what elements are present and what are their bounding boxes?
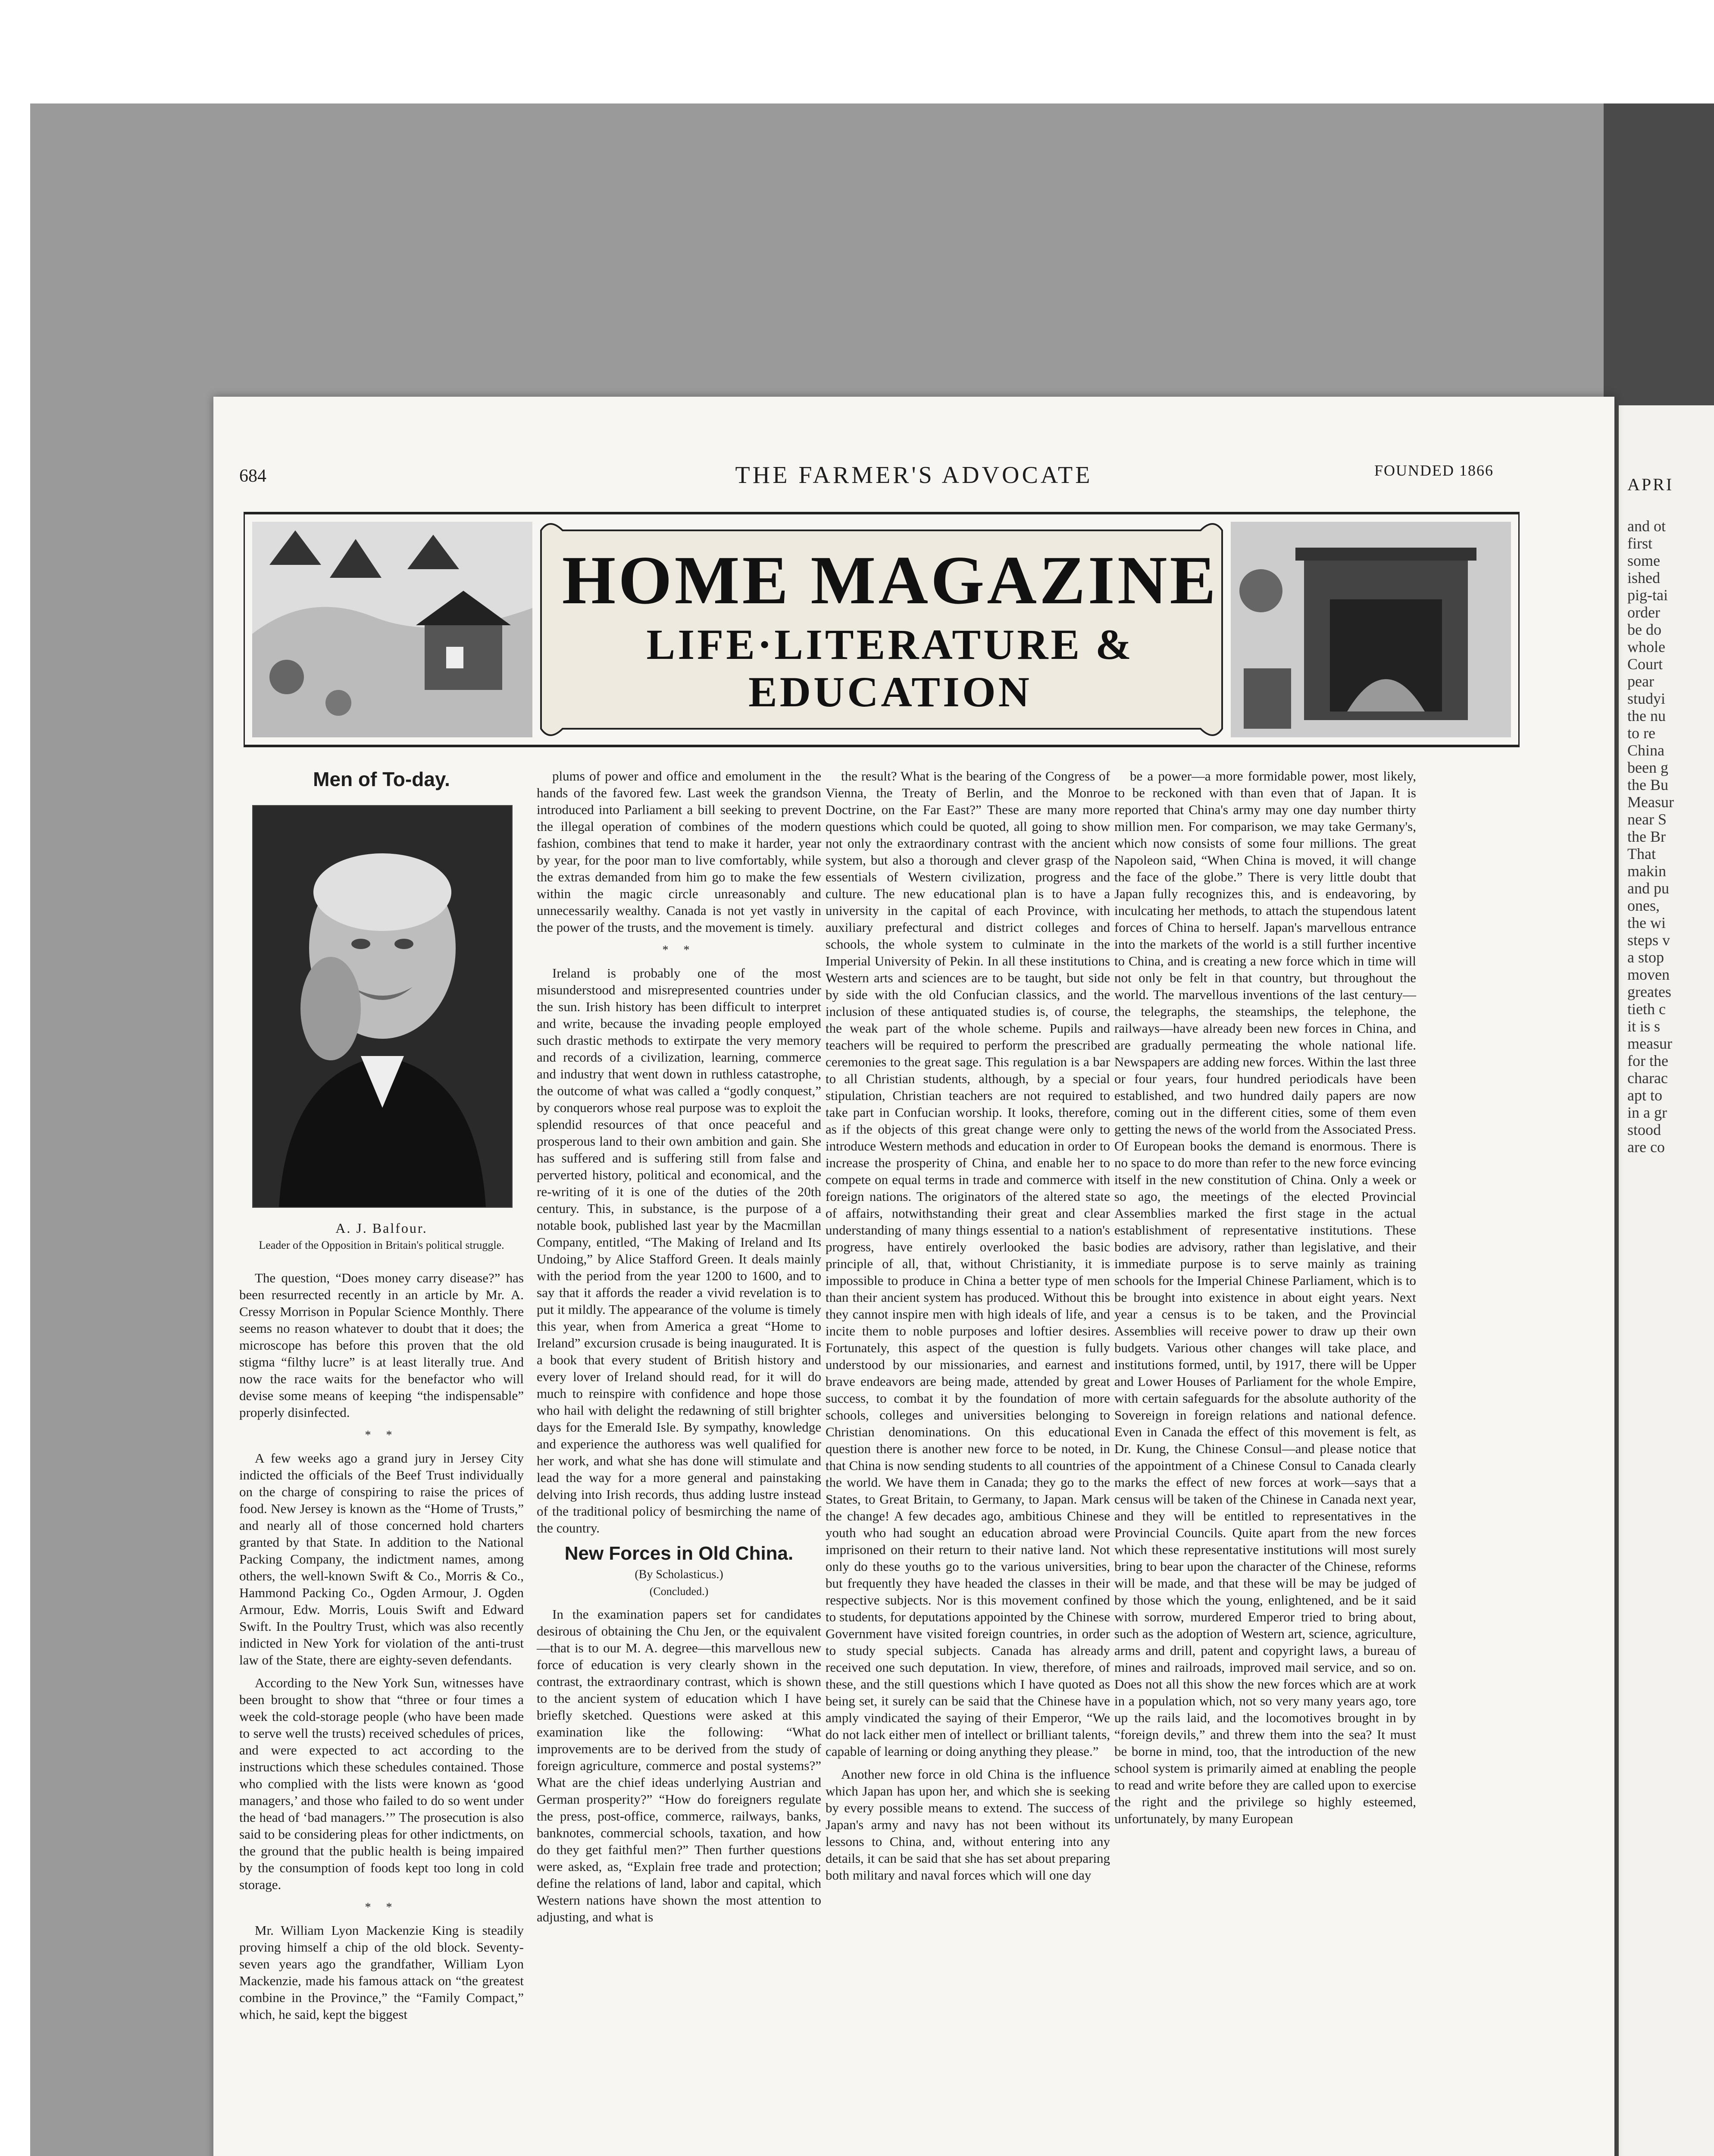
article-byline: (By Scholasticus.) xyxy=(635,1568,723,1581)
paragraph: According to the New York Sun, witnesses have been brought to show that “three or four times a week the cold-storage people (who have been made to serve well the trusts) received schedules of prices, and were expected to act according to the instructions which these schedules contained. Those who complied with the lists were known as ‘good managers,’ and those who failed to do so went under the head of ‘bad managers.’” The prosecution is also said to be considering pleas for other indictments, on the ground that the public health is being impaired by the consumption of foods kept too long in cold storage. xyxy=(239,1675,524,1892)
banner-title: HOME MAGAZINE xyxy=(562,542,1219,618)
article-continued-note: (Concluded.) xyxy=(649,1585,709,1598)
paragraph: In the examination papers set for candidates desirous of obtaining the Chu Jen, or the equivalent—that is to our M. A. degree—this marvellous new force of education is very clearly shown in the contrast, the extraordinary contrast, which is shown to the ancient system of education which I have briefly sketched. Questions were asked at this examination like the following: “What improvements are to be derived from the study of foreign agriculture, commerce and postal systems?” What are the chief ideas underlying Austrian and German prosperity?” “How do foreigners regulate the press, post-office, commerce, railways, banks, banknotes, commercial schools, taxation, and how do they get faithful men?” Then further questions were asked, as, “Explain free trade and protection; define the relations of land, labor and capital, which Western nations have shown the most attention to adjusting, and what is xyxy=(537,1607,821,1924)
adjacent-page xyxy=(1619,405,1714,2156)
home-magazine-banner xyxy=(244,505,1520,755)
section-divider: * * xyxy=(365,1429,398,1442)
paragraph: plums of power and office and emolument in the hands of the favored few. Last week the grandson introduced into Parliament a bill seeking to prevent the illegal operation of combines of the modern fashion, combines that tend to make it harder, year by year, for the poor man to live comfortably, while the extras demanded from him go to make the few within the magic circle unreasonably and unnecessarily wealthy. Canada is not yet vastly in the power of the trusts, and the movement is timely. xyxy=(537,768,821,935)
column-1 xyxy=(239,768,524,2029)
banner-subtitle-line2: EDUCATION xyxy=(748,668,1032,716)
film-top-margin xyxy=(0,0,1714,103)
portrait-photo xyxy=(252,805,513,1208)
adjacent-page-text: and ot first some ished pig-tai order be do whole Court pear studyi the nu to re China been g the Bu Measur near S the Br That makin and pu ones, the wi steps v a stop moven greates tieth c it is s measur for the charac apt to in a gr stood are co xyxy=(1627,517,1674,1156)
banner-subtitle-line1: LIFE·LITERATURE & xyxy=(646,620,1134,668)
section-heading-men-of-today: Men of To-day. xyxy=(313,768,450,790)
page-number: 684 xyxy=(239,466,266,486)
adjacent-page-header: APRI xyxy=(1627,475,1674,494)
portrait-caption-name: A. J. Balfour. xyxy=(335,1220,428,1236)
portrait-caption-description: Leader of the Opposition in Britain's political struggle. xyxy=(259,1239,504,1251)
founded-note: FOUNDED 1866 xyxy=(1374,462,1494,479)
paragraph: Ireland is probably one of the most misunderstood and misrepresented countries under the sun. Irish history has been difficult to interpret and write, because the invading people employed such drastic methods to extirpate the very memory and records of a civilization, learning, commerce and industry that went down in ruthless catastrophe, the outcome of what was called a “godly conquest,” by conquerors whose real purpose was to exploit the splendid resources of that once peaceful and prosperous land to their own ambition and gain. She has suffered and is suffering still from false and perverted history, political and economical, and the re-writing of it is one of the duties of the 20th century. This, in substance, is the purpose of a notable book, published last year by the Macmillan Company, entitled, “The Making of Ireland and Its Undoing,” by Alice Stafford Green. It deals mainly with the period from the year 1200 to 1600, and to say that it affords the reader a vivid revelation is to put it mildly. The appearance of the volume is timely this year, when from America a great “Home to Ireland” excursion crusade is being inaugurated. It is a book that every student of British history and every lover of Ireland should read, for it will do much to reinspire with confidence and hope those who hail with delight the redawning of still brighter days for the Emerald Isle. By sympathy, knowledge and experience the authoress was well qualified for her work, and what she has done will stimulate and lead the way for a more general and painstaking delving into Irish records, thus adding lustre instead of the traditional policy of besmirching the name of the country. xyxy=(537,965,821,1536)
paragraph: the result? What is the bearing of the Congress of Vienna, the Treaty of Berlin, and the Monroe Doctrine, on the Far East?” These are many more questions which could be quoted, all going to show not only the extraordinary contrast with the ancient system, but also a thorough and clever grasp of the essentials of Western civilization, progress and culture. The new educational plan is to have a university in the capital of each Province, with auxiliary prefectural and district colleges and schools, the whole system to culminate in the Imperial University of Pekin. In all these institutions Western arts and sciences are to be taught, but side by side with the old Confucian classics, and the inclusion of these antiquated studies is, of course, the weak part of the whole scheme. Pupils and teachers will be required to perform the prescribed ceremonies to the great sage. This regulation is a bar to all Christian students, although, by a special stipulation, Christian teachers are not required to take part in Confucian worship. It looks, therefore, as if the objects of this great change were only to introduce Western methods and education in order to increase the prosperity of China, and enable her to compete on equal terms in trade and commerce with foreign nations. The originators of the altered state of affairs, notwithstanding their great and clear understanding of many things essential to a nation's progress, have entirely overlooked the basic principle of all, that, without Christianity, it is impossible to produce in China a better type of men than their ancient system has produced. Without this they cannot inspire men with high ideals of life, and incite them to noble purposes and loftier desires. Fortunately, this aspect of the question is fully understood by our missionaries, and earnest and brave endeavors are being made, attended by great success, to combat it by the foundation of more schools, colleges and universities belonging to Christian denominations. On this educational question there is another new force to be noted, in that China is now sending students to all countries of the world. We have them in Canada; they go to the States, to Great Britain, to Germany, to Japan. Mark the change! A few decades ago, ambitious Chinese youth who had sought an education abroad were imprisoned on their return to their native land. Not only do these youths go to the various universities, but frequently they have headed the classes in their respective subjects. Nor is this movement confined to students, for deputations appointed by the Chinese Government have visited foreign countries, in order to study special subjects. Canada has already received one such deputation. In view, therefore, of these, and the still questions which I have quoted as being set, it surely can be said that the Chinese have amply vindicated the saying of their Emperor, “We do not lack either men of intellect or brilliant talents, capable of learning or doing anything they please.” xyxy=(826,768,1110,1759)
portrait-illustration xyxy=(253,806,512,1207)
section-divider: * * xyxy=(662,943,696,957)
paragraph: The question, “Does money carry disease?” has been resurrected recently in an article by Mr. A. Cressy Morrison in Popular Science Monthly. There seems no reason whatever to doubt that it does; the microscope has before this proven that the old stigma “filthy lucre” is at least literally true. And now the race waits for the benefactor who will devise some means of keeping “the indispensable” properly disinfected. xyxy=(239,1270,524,1420)
paragraph: Another new force in old China is the influence which Japan has upon her, and which she is seeking by every possible means to extend. The success of Japan's army and navy has not been without its lessons to China, and, without entering into any details, it can be said that she has set about preparing both military and naval forces which will one day xyxy=(826,1767,1110,1883)
paragraph: Mr. William Lyon Mackenzie King is steadily proving himself a chip of the old block. Seventy-seven years ago the grandfather, William Lyon Mackenzie, made his famous attack on “the greatest combine in the Province,” the “Family Compact,” which, he said, kept the biggest xyxy=(239,1923,524,2022)
section-heading-new-forces: New Forces in Old China. xyxy=(564,1543,794,1564)
paragraph: be a power—a more formidable power, most likely, to be reckoned with than even that of Japan. It is reported that China's army may one day number thirty million men. For comparison, we may take Germany's, which now consists of some four millions. The great Napoleon said, “When China is moved, it will change the face of the globe.” There is very little doubt that Japan fully recognizes this, and is endeavoring, by inculcating her methods, to attach the stupendous latent forces of China to herself. Japan's marvellous entrance into the markets of the world is a still further incentive to China, and is creating a new force which in time will not only be felt in that country, but throughout the world. The marvellous inventions of the last century—the telegraphs, the steamships, the telephone, the railways—have already been new forces in China, and are gradually permeating the whole national life. Newspapers are adding new forces. Within the last three or four years, four hundred periodicals have been established, and two hundred daily papers are now coming out in the different cities, some of them even getting the news of the world from the Associated Press. Of European books the demand is enormous. There is no space to do more than refer to the new force evincing itself in the new constitution of China. Only a week or so ago, the meetings of the elected Provincial Assemblies marked the first stage in the actual establishment of representative institutions. These bodies are advisory, rather than legislative, and their immediate purpose is to serve mainly as training schools for the Imperial Chinese Parliament, which is to be brought into existence in about eight years. Next year a census is to be taken, and the Provincial Assemblies will receive power to draw up their own budgets. Various other changes will take place, and institutions formed, until, by 1917, there will be Upper and Lower Houses of Parliament for the whole Empire, with certain safeguards for the absolute authority of the Sovereign in foreign relations and national defence. Even in Canada the effect of this movement is felt, as Dr. Kung, the Chinese Consul—and please notice that the appointment of a Chinese Consul to Canada clearly marks the effect of new forces at work—says that a census will be taken of the Chinese in Canada next year, and they will be entitled to representatives in the Provincial Councils. Quite apart from the new forces which these representative institutions will most surely bring to bear upon the character of the Chinese, reforms will be made, and that these will be may be judged of by those which the young, enlightened, and be it said with sorrow, murdered Emperor tried to bring about, such as the adoption of Western art, science, agriculture, arms and drill, patent and copyright laws, a bureau of mines and railroads, improved mail service, and so on. Does not all this show the new forces which are at work in a population which, not so very many years ago, tore up the rails laid, and the locomotives brought in by “foreign devils,” and threw them into the sea? It must be borne in mind, too, that the introduction of the new school system is primarily aimed at enabling the people to read and write before they are called upon to exercise the right and the privilege so highly esteemed, unfortunately, by many European xyxy=(1114,768,1416,1826)
newspaper-page xyxy=(213,397,1614,2156)
paragraph: A few weeks ago a grand jury in Jersey City indicted the officials of the Beef Trust individually on the charge of conspiring to raise the prices of food. New Jersey is known as the “Home of Trusts,” and nearly all of those concerned hold charters granted by that State. In addition to the National Packing Company, the indictment names, among others, the well-known Swift & Co., Morris & Co., Hammond Packing Co., Ogden Armour, J. Ogden Armour, Edw. Morris, Louis Swift and Edward Swift. In the Poultry Trust, which was also recently indicted in New York for violation of the anti-trust law of the State, there are eighty-seven defendants. xyxy=(239,1451,524,1667)
section-divider: * * xyxy=(365,1901,398,1914)
column-3 xyxy=(826,768,1110,1890)
page-title: THE FARMER'S ADVOCATE xyxy=(735,462,1093,489)
column-2 xyxy=(537,768,821,1931)
column-4 xyxy=(1114,768,1416,1833)
